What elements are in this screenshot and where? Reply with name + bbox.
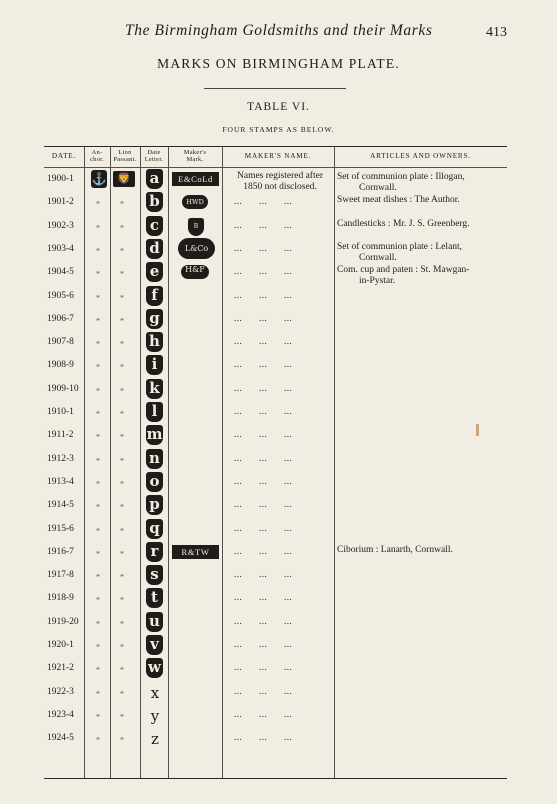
header-anchor-line1: An-	[91, 149, 103, 156]
ditto-mark: ”	[120, 455, 124, 466]
ditto-mark: ”	[120, 245, 124, 256]
makers-name-dots: ... ... ...	[234, 615, 293, 626]
ditto-mark: ”	[120, 292, 124, 303]
date-letter-stamp: q	[146, 519, 163, 539]
date-cell: 1908-9	[47, 360, 74, 371]
header-articles: ARTICLES AND OWNERS.	[370, 152, 471, 160]
makers-name-dots: ... ... ...	[234, 242, 293, 253]
articles-line1: Candlesticks : Mr. J. S. Greenberg.	[337, 218, 470, 229]
date-letter: y	[150, 706, 160, 725]
date-letter-stamp: i	[146, 355, 163, 375]
table-row	[44, 424, 507, 447]
date-letter-stamp: h	[146, 332, 163, 352]
date-letter-stamp: w	[146, 658, 163, 678]
ditto-mark: ”	[96, 618, 100, 629]
date-letter-stamp: b	[146, 192, 163, 212]
ditto-mark: ”	[96, 572, 100, 583]
makers-mark-stamp: L&Co	[178, 238, 215, 259]
ditto-mark: ”	[96, 642, 100, 652]
table-row	[44, 448, 507, 471]
table-row	[44, 727, 507, 750]
ditto-mark: ”	[96, 432, 100, 443]
date-cell: 1910-1	[47, 407, 74, 417]
makers-name-dots: ... ... ...	[234, 522, 293, 533]
date-letter-stamp: k	[146, 379, 163, 399]
date-letter-stamp: e	[146, 262, 163, 282]
makers-mark-stamp: B	[188, 218, 204, 236]
makers-name-dots: ... ... ...	[234, 312, 293, 323]
date-cell: 1921-2	[47, 663, 74, 674]
date-letter-stamp: d	[146, 239, 163, 259]
ditto-mark: ”	[120, 711, 124, 722]
date-letter-stamp: u	[146, 612, 163, 632]
date-cell: 1914-5	[47, 500, 74, 511]
lion-passant-icon: 🦁	[113, 171, 135, 187]
header-lion-line2: Passant.	[113, 156, 137, 163]
makers-name-dots: ... ... ...	[234, 545, 293, 556]
header-lion	[110, 149, 140, 163]
date-cell: 1922-3	[47, 686, 74, 697]
makers-name-line2: 1850 not disclosed.	[243, 182, 317, 192]
table-row	[44, 238, 507, 261]
makers-name-dots: ... ... ...	[234, 359, 293, 370]
marks-table	[44, 146, 507, 779]
date-letter: x	[150, 683, 160, 702]
makers-name-dots: ... ... ...	[234, 639, 293, 649]
date-cell: 1902-3	[47, 220, 74, 231]
date-cell: 1924-5	[47, 733, 74, 744]
main-title: MARKS ON BIRMINGHAM PLATE.	[157, 56, 400, 71]
makers-name-dots: ... ... ...	[234, 382, 293, 393]
header-mark-line1: Maker's	[183, 149, 207, 156]
ditto-mark: ”	[96, 595, 100, 606]
date-letter: z	[151, 730, 159, 749]
table-row	[44, 191, 507, 214]
ditto-mark: ”	[120, 688, 124, 699]
makers-mark-stamp: E&CoLd	[172, 172, 219, 186]
makers-mark-stamp: R&TW	[172, 545, 219, 559]
table-row	[44, 564, 507, 587]
table-row	[44, 354, 507, 377]
ditto-mark: ”	[96, 665, 100, 676]
date-letter-stamp: v	[146, 635, 163, 655]
date-cell: 1903-4	[47, 243, 74, 254]
ditto-mark: ”	[96, 688, 100, 699]
ditto-mark: ”	[120, 432, 124, 443]
ditto-mark: ”	[96, 455, 100, 466]
running-title: The Birmingham Goldsmiths and their Marks	[125, 22, 433, 39]
table-row	[44, 541, 507, 564]
header-makers-name: MAKER'S NAME.	[244, 152, 312, 160]
articles-line2: Cornwall.	[359, 252, 397, 263]
ditto-mark: ”	[120, 735, 124, 746]
ditto-mark: ”	[120, 595, 124, 606]
table-row	[44, 168, 507, 191]
date-letter-stamp: l	[146, 402, 163, 422]
articles-line2: Cornwall.	[359, 183, 397, 193]
title-rule	[204, 88, 346, 89]
date-cell: 1919-20	[47, 616, 79, 627]
ditto-mark: ”	[120, 478, 124, 489]
ditto-mark: ”	[120, 269, 124, 280]
header-letter-line2: Letter.	[144, 156, 164, 163]
makers-mark-stamp: HWD	[182, 195, 208, 209]
date-cell: 1901-2	[47, 197, 74, 208]
date-cell: 1913-4	[47, 476, 74, 487]
table-row	[44, 681, 507, 704]
makers-name-dots: ... ... ...	[234, 499, 293, 510]
ditto-mark: ”	[120, 385, 124, 396]
ditto-mark: ”	[120, 665, 124, 676]
table-row	[44, 308, 507, 331]
header-letter-line1: Date	[147, 149, 161, 156]
ditto-mark: ”	[120, 525, 124, 536]
ditto-mark: ”	[96, 502, 100, 513]
makers-name-dots: ... ... ...	[234, 289, 293, 300]
table-row	[44, 518, 507, 541]
table-row	[44, 471, 507, 494]
table-row	[44, 704, 507, 727]
date-letter-stamp: t	[146, 588, 163, 608]
table-row	[44, 634, 507, 657]
date-letter-stamp: r	[146, 542, 163, 562]
ditto-mark: ”	[96, 199, 100, 210]
header-anchor	[84, 149, 110, 163]
date-cell: 1906-7	[47, 313, 74, 324]
ditto-mark: ”	[96, 711, 100, 722]
ditto-mark: ”	[96, 292, 100, 303]
ditto-mark: ”	[96, 245, 100, 256]
table-row	[44, 285, 507, 308]
header-date: DATE.	[51, 152, 77, 160]
date-cell: 1916-7	[47, 546, 74, 557]
header-anchor-line2: chor.	[89, 156, 105, 163]
date-letter-stamp: a	[146, 169, 163, 189]
makers-name-dots: ... ... ...	[234, 266, 293, 277]
makers-name-dots: ... ... ...	[234, 336, 293, 347]
table-row	[44, 331, 507, 354]
ditto-mark: ”	[96, 362, 100, 373]
date-letter-stamp: c	[146, 216, 163, 236]
anchor-icon: ⚓	[91, 172, 107, 186]
ditto-mark: ”	[120, 199, 124, 210]
date-cell: 1912-3	[47, 453, 74, 464]
ditto-mark: ”	[96, 525, 100, 536]
ditto-mark: ”	[120, 409, 124, 419]
date-letter-stamp: s	[146, 565, 163, 585]
date-cell: 1905-6	[47, 290, 74, 301]
date-cell: 1909-10	[47, 383, 79, 394]
table-title: TABLE VI.	[247, 101, 310, 113]
articles-line1: Com. cup and paten : St. Mawgan-	[337, 265, 470, 276]
ditto-mark: ”	[120, 618, 124, 629]
ditto-mark: ”	[120, 572, 124, 583]
table-row	[44, 494, 507, 517]
ditto-mark: ”	[96, 478, 100, 489]
articles-line1: Set of communion plate : Illogan,	[337, 172, 465, 182]
ditto-mark: ”	[96, 315, 100, 326]
articles-line1: Sweet meat dishes : The Author.	[337, 195, 460, 206]
ditto-mark: ”	[120, 339, 124, 350]
ditto-mark: ”	[120, 502, 124, 513]
date-letter-stamp: g	[146, 309, 163, 329]
date-letter-stamp: p	[146, 495, 163, 515]
running-head	[0, 22, 557, 42]
makers-name-dots: ... ... ...	[234, 592, 293, 603]
header-date-letter	[140, 149, 168, 163]
paper-stain	[476, 424, 479, 436]
makers-name-dots: ... ... ...	[234, 452, 293, 463]
ditto-mark: ”	[96, 339, 100, 350]
date-letter-stamp: o	[146, 472, 163, 492]
table-subtitle: FOUR STAMPS AS BELOW.	[222, 125, 335, 134]
ditto-mark: ”	[96, 385, 100, 396]
date-cell: 1920-1	[47, 640, 74, 650]
date-cell: 1904-5	[47, 267, 74, 278]
ditto-mark: ”	[96, 735, 100, 746]
date-cell: 1917-8	[47, 570, 74, 581]
header-lion-line1: Lion	[118, 149, 132, 156]
date-cell: 1923-4	[47, 709, 74, 720]
table-row	[44, 587, 507, 610]
date-cell: 1907-8	[47, 337, 74, 348]
articles-owners	[337, 545, 505, 556]
makers-name-dots: ... ... ...	[234, 569, 293, 580]
header-makers-mark	[168, 149, 222, 163]
makers-mark-stamp: H&F	[181, 265, 209, 279]
date-letter-stamp: f	[146, 286, 163, 306]
makers-name-dots: ... ... ...	[234, 662, 293, 673]
date-letter-stamp: m	[146, 425, 163, 444]
articles-line1: Ciborium : Lanarth, Cornwall.	[337, 544, 453, 555]
ditto-mark: ”	[120, 642, 124, 652]
makers-name-dots: ... ... ...	[234, 219, 293, 230]
ditto-mark: ”	[120, 548, 124, 559]
date-cell: 1900-1	[47, 174, 74, 184]
articles-line2: in-Pystar.	[359, 276, 396, 287]
date-letter-stamp: n	[146, 449, 163, 469]
ditto-mark: ”	[96, 409, 100, 419]
makers-name-dots: ... ... ...	[234, 685, 293, 696]
date-cell: 1911-2	[47, 430, 74, 441]
articles-owners	[337, 195, 505, 206]
ditto-mark: ”	[96, 548, 100, 559]
table-row	[44, 261, 507, 287]
ditto-mark: ”	[120, 362, 124, 373]
makers-name-dots: ... ... ...	[234, 406, 293, 416]
makers-name-dots: ... ... ...	[234, 732, 293, 743]
makers-name-dots: ... ... ...	[234, 708, 293, 719]
articles-line1: Set of communion plate : Lelant,	[337, 241, 463, 252]
articles-owners	[337, 219, 505, 230]
date-cell: 1915-6	[47, 523, 74, 534]
ditto-mark: ”	[120, 222, 124, 233]
ditto-mark: ”	[96, 269, 100, 280]
makers-name-dots: ... ... ...	[234, 196, 293, 207]
table-row	[44, 378, 507, 401]
makers-name	[226, 171, 334, 193]
table-row	[44, 215, 507, 238]
ditto-mark: ”	[120, 315, 124, 326]
table-row	[44, 401, 507, 424]
table-row	[44, 611, 507, 634]
ditto-mark: ”	[96, 222, 100, 233]
date-cell: 1918-9	[47, 593, 74, 604]
makers-name-line1: Names registered after	[237, 171, 323, 181]
makers-name-dots: ... ... ...	[234, 429, 293, 440]
table-row	[44, 657, 507, 680]
header-mark-line2: Mark.	[186, 156, 204, 163]
page-number: 413	[486, 25, 507, 40]
makers-name-dots: ... ... ...	[234, 475, 293, 486]
